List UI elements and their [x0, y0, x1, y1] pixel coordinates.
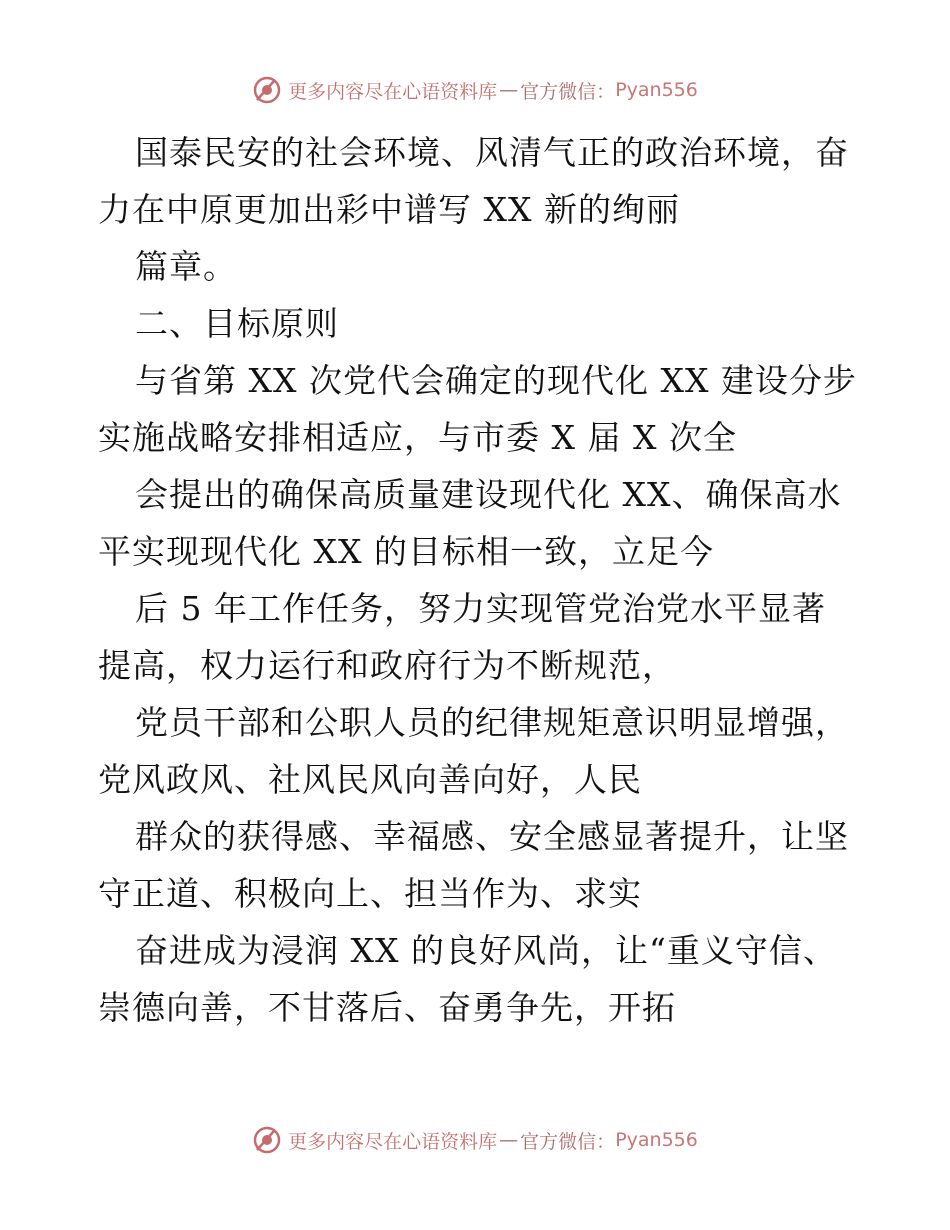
watermark-text: 更多内容尽在心语资料库 — [288, 80, 498, 103]
brand-logo-icon — [252, 1125, 282, 1155]
text-line: 国泰民安的社会环境、风清气正的政治环境，奋 — [135, 133, 849, 172]
watermark-wechat-label: 官方微信： — [520, 80, 616, 103]
text-line: 会提出的确保高质量建设现代化 XX、确保高水 — [135, 475, 842, 514]
footer-watermark — [0, 1120, 950, 1160]
text-line: 实施战略安排相适应，与市委 X 届 X 次全 — [98, 418, 737, 457]
header-watermark — [0, 70, 950, 110]
text-line: 平实现现代化 XX 的目标相一致，立足今 — [98, 532, 714, 571]
text-line: 力在中原更加出彩中谱写 XX 新的绚丽 — [98, 190, 680, 229]
section-heading: 二、目标原则 — [135, 304, 339, 343]
watermark-wechat-id: Pyan556 — [615, 79, 698, 101]
text-line: 党风政风、社风民风向善向好，人民 — [98, 760, 642, 799]
watermark-wechat-label: 官方微信： — [520, 1130, 616, 1153]
text-line: 篇章。 — [135, 247, 237, 286]
watermark-separator: — — [499, 79, 519, 101]
text-line: 与省第 XX 次党代会确定的现代化 XX 建设分步 — [135, 361, 857, 400]
brand-logo-icon — [252, 75, 282, 105]
watermark-wechat-id: Pyan556 — [615, 1129, 698, 1151]
text-line: 奋进成为浸润 XX 的良好风尚，让“重义守信、 — [135, 931, 837, 970]
text-line: 后 5 年工作任务，努力实现管党治党水平显著 — [135, 589, 826, 628]
text-line: 群众的获得感、幸福感、安全感显著提升，让坚 — [135, 817, 849, 856]
text-line: 守正道、积极向上、担当作为、求实 — [98, 874, 642, 913]
text-line: 提高，权力运行和政府行为不断规范， — [98, 646, 676, 685]
text-line: 党员干部和公职人员的纪律规矩意识明显增强， — [135, 703, 849, 742]
watermark-separator: — — [499, 1129, 519, 1151]
document-body — [0, 124, 950, 1036]
text-line: 崇德向善，不甘落后、奋勇争先，开拓 — [98, 988, 676, 1027]
watermark-text: 更多内容尽在心语资料库 — [288, 1130, 498, 1153]
